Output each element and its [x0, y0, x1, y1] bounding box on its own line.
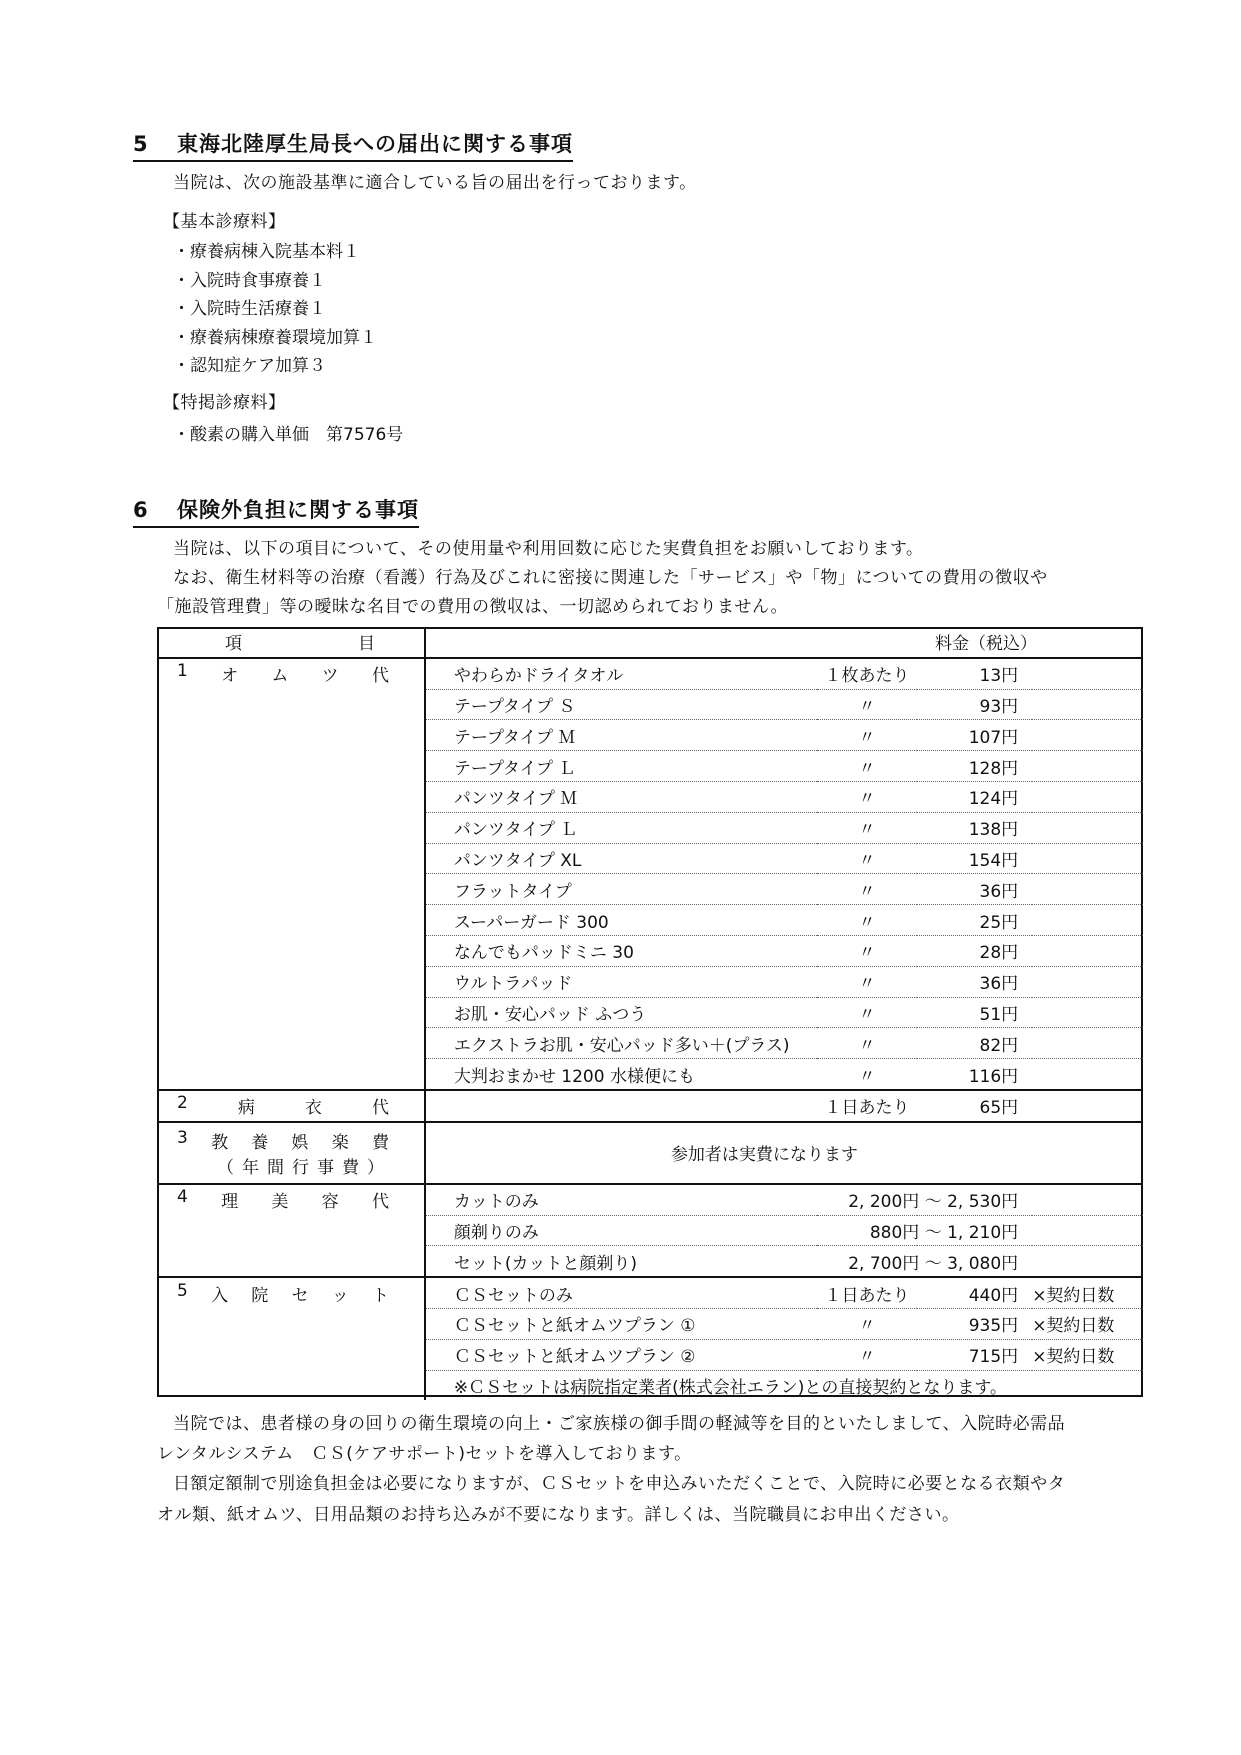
section5-title: 東海北陸厚生局長への届出に関する事項 [177, 132, 573, 156]
item-name: パンツタイプ Ｍ [425, 781, 817, 812]
item-name: フラットタイプ [425, 874, 817, 905]
item-unit: １枚あたり [817, 658, 918, 689]
gown-price: 65円 [917, 1090, 1032, 1122]
table-row [157, 1308, 1143, 1339]
item-mult: ×契約日数 [1032, 1277, 1143, 1308]
category-cell [157, 843, 425, 874]
item-unit: 〃 [817, 720, 918, 751]
item-name: やわらかドライタオル [425, 658, 817, 689]
group2-title: 【特掲診療料】 [163, 393, 286, 413]
cs-note-row [157, 1370, 1143, 1400]
table-row [157, 781, 1143, 812]
item-mult [1032, 1246, 1143, 1277]
table-row [157, 1246, 1143, 1277]
category-cell [157, 1246, 425, 1277]
item-name: なんでもパッドミニ 30 [425, 935, 817, 966]
item-mult [1032, 812, 1143, 843]
item-mult [1032, 843, 1143, 874]
item-mult [1032, 997, 1143, 1028]
cs-note: ※ＣＳセットは病院指定業者(株式会社エラン)との直接契約となります。 [453, 1377, 1008, 1398]
table-row [157, 1059, 1143, 1090]
section5-number: 5 [133, 132, 149, 156]
item-name: 大判おまかせ 1200 水様便にも [425, 1059, 817, 1090]
group1-title: 【基本診療料】 [163, 212, 286, 232]
diaper-group [157, 658, 1143, 1090]
category-char: ム [271, 666, 289, 687]
table-row [157, 1184, 1143, 1215]
table-row [157, 1339, 1143, 1370]
table-header-row [157, 627, 1143, 658]
item-price: 82円 [917, 1028, 1032, 1059]
category-cell [157, 905, 425, 936]
category-cell [157, 658, 425, 689]
category-char: ッ [331, 1285, 349, 1306]
gown-row [157, 1090, 1143, 1122]
category-char: 5 [177, 1280, 188, 1301]
gown-unit: １日あたり [817, 1090, 918, 1122]
category-cell [157, 689, 425, 720]
item-unit: １日あたり [817, 1277, 918, 1308]
item-price: 880円 ～ 1, 210円 [817, 1215, 1033, 1246]
item-name: エクストラお肌・安心パッド多い＋(プラス) [425, 1028, 817, 1059]
category-cell [157, 966, 425, 997]
header-fee: 料金（税込） [425, 627, 1143, 658]
category-cell [157, 1184, 425, 1215]
closing-line: オル類、紙オムツ、日用品類のお持ち込みが不要になります。詳しくは、当院職員にお申出ください。 [157, 1505, 960, 1525]
header-item-right: 目 [358, 634, 375, 655]
item-name: 顔剃りのみ [425, 1215, 817, 1246]
category-cell [157, 1028, 425, 1059]
diaper-category [177, 661, 389, 686]
category-cell [157, 935, 425, 966]
category-char: 代 [371, 1192, 389, 1213]
item-price: 107円 [917, 720, 1032, 751]
category-char: 2 [177, 1093, 188, 1114]
category-char: 代 [371, 666, 389, 687]
table-row [157, 1028, 1143, 1059]
table-row [157, 1277, 1143, 1308]
item-price: 13円 [917, 658, 1032, 689]
item-unit: 〃 [817, 1308, 918, 1339]
item-unit: 〃 [817, 1339, 918, 1370]
item-mult [1032, 781, 1143, 812]
item-unit: 〃 [817, 1059, 918, 1090]
item-name: お肌・安心パッド ふつう [425, 997, 817, 1028]
category-cell [157, 1277, 425, 1308]
item-mult [1032, 658, 1143, 689]
item-unit: 〃 [817, 1028, 918, 1059]
category-char: 教 [211, 1132, 229, 1153]
header-item-left: 項 [225, 634, 242, 655]
item-name: パンツタイプ Ｌ [425, 812, 817, 843]
item-mult: ×契約日数 [1032, 1339, 1143, 1370]
table-row [157, 905, 1143, 936]
item-price: 116円 [917, 1059, 1032, 1090]
item-price: 715円 [917, 1339, 1032, 1370]
category-char: 美 [271, 1192, 289, 1213]
item-mult [1032, 720, 1143, 751]
table-row [157, 658, 1143, 689]
item-unit: 〃 [817, 689, 918, 720]
group1-item: ・入院時生活療養１ [173, 299, 326, 319]
section6-number: 6 [133, 498, 149, 522]
section5-intro: 当院は、次の施設基準に適合している旨の届出を行っております。 [173, 173, 697, 193]
category-cell [157, 720, 425, 751]
section6-para: なお、衛生材料等の治療（看護）行為及びこれに密接に関連した「サービス」や「物」についての費用の徴収や [173, 568, 1048, 588]
item-mult [1032, 1184, 1143, 1215]
group1-item: ・療養病棟入院基本料１ [173, 242, 360, 262]
item-name: テープタイプ Ｌ [425, 751, 817, 782]
item-mult [1032, 689, 1143, 720]
gown-category [177, 1093, 389, 1118]
category-char: 4 [177, 1187, 188, 1208]
table-row [157, 720, 1143, 751]
group1-item: ・療養病棟療養環境加算１ [173, 328, 377, 348]
category-char: ツ [321, 666, 339, 687]
section6-para: 当院は、以下の項目について、その使用量や利用回数に応じた実費負担をお願いしております。 [173, 539, 924, 559]
category-cell [157, 781, 425, 812]
category-char: 容 [321, 1192, 339, 1213]
item-name: パンツタイプ XL [425, 843, 817, 874]
category-cell [157, 1215, 425, 1246]
item-name: テープタイプ Ｓ [425, 689, 817, 720]
category-char: 院 [251, 1285, 269, 1306]
section6-heading [133, 494, 419, 528]
item-price: 124円 [917, 781, 1032, 812]
category-char: 娯 [291, 1132, 309, 1153]
item-mult [1032, 905, 1143, 936]
recreation-category [177, 1128, 389, 1153]
item-price: 36円 [917, 874, 1032, 905]
category-char: 費 [372, 1132, 389, 1153]
item-price: 138円 [917, 812, 1032, 843]
item-name: テープタイプ Ｍ [425, 720, 817, 751]
item-price: 2, 200円 ～ 2, 530円 [817, 1184, 1033, 1215]
item-unit: 〃 [817, 905, 918, 936]
category-char: 3 [177, 1127, 188, 1148]
closing-line: 当院では、患者様の身の回りの衛生環境の向上・ご家族様の御手間の軽減等を目的といたしまして、入院時必需品 [173, 1414, 1066, 1434]
item-name: ＣＳセットと紙オムツプラン ① [425, 1308, 817, 1339]
group1-item: ・認知症ケア加算３ [173, 356, 326, 376]
item-mult [1032, 1059, 1143, 1090]
item-mult [1032, 1215, 1143, 1246]
table-row [157, 689, 1143, 720]
item-mult [1032, 1028, 1143, 1059]
section6-title: 保険外負担に関する事項 [177, 498, 419, 522]
item-unit: 〃 [817, 781, 918, 812]
item-mult [1032, 751, 1143, 782]
table-row [157, 751, 1143, 782]
item-unit: 〃 [817, 935, 918, 966]
table-row [157, 966, 1143, 997]
group2-item: ・酸素の購入単価 第7576号 [173, 425, 404, 445]
cs-set-group [157, 1277, 1143, 1370]
item-mult [1032, 935, 1143, 966]
item-unit: 〃 [817, 751, 918, 782]
table-row [157, 1215, 1143, 1246]
item-price: 935円 [917, 1308, 1032, 1339]
section6-para: 「施設管理費」等の曖昧な名目での費用の徴収は、一切認められておりません。 [157, 597, 789, 617]
category-cell [157, 997, 425, 1028]
group1-item: ・入院時食事療養１ [173, 271, 326, 291]
closing-line: 日額定額制で別途負担金は必要になりますが、ＣＳセットを申込みいただくことで、入院時に必要となる衣類やタ [173, 1474, 1066, 1494]
category-char: オ [221, 666, 239, 687]
table-row [157, 935, 1143, 966]
category-char: 理 [221, 1192, 239, 1213]
barber-category [177, 1187, 389, 1212]
recreation-note: 参加者は実費になります [425, 1122, 1143, 1184]
item-name: セット(カットと顔剃り) [425, 1246, 817, 1277]
category-char: 衣 [304, 1098, 322, 1119]
barber-group [157, 1184, 1143, 1277]
item-price: 93円 [917, 689, 1032, 720]
item-name: スーパーガード 300 [425, 905, 817, 936]
category-char: ト [372, 1285, 389, 1306]
category-char: 養 [251, 1132, 269, 1153]
category-cell [157, 751, 425, 782]
table-row [157, 812, 1143, 843]
category-char: セ [291, 1285, 309, 1306]
item-unit: 〃 [817, 812, 918, 843]
cs-set-category [177, 1281, 389, 1306]
item-price: 440円 [917, 1277, 1032, 1308]
item-price: 25円 [917, 905, 1032, 936]
category-char: 入 [211, 1285, 229, 1306]
item-mult [1032, 966, 1143, 997]
table-row [157, 843, 1143, 874]
category-cell [157, 874, 425, 905]
item-unit: 〃 [817, 997, 918, 1028]
category-cell [157, 1308, 425, 1339]
recreation-category-sub: （年間行事費） [217, 1157, 392, 1178]
item-unit: 〃 [817, 843, 918, 874]
item-price: 51円 [917, 997, 1032, 1028]
item-price: 2, 700円 ～ 3, 080円 [817, 1246, 1033, 1277]
category-char: 1 [177, 661, 188, 682]
category-char: 病 [237, 1098, 255, 1119]
category-cell [157, 1059, 425, 1090]
category-char: 楽 [331, 1132, 349, 1153]
table-row [157, 874, 1143, 905]
category-char: 代 [371, 1098, 389, 1119]
fee-table [157, 627, 1143, 1400]
closing-line: レンタルシステム ＣＳ(ケアサポート)セットを導入しております。 [157, 1444, 692, 1464]
item-mult [1032, 874, 1143, 905]
item-mult: ×契約日数 [1032, 1308, 1143, 1339]
item-name: ウルトラパッド [425, 966, 817, 997]
category-cell [157, 812, 425, 843]
item-name: カットのみ [425, 1184, 817, 1215]
item-name: ＣＳセットと紙オムツプラン ② [425, 1339, 817, 1370]
item-name: ＣＳセットのみ [425, 1277, 817, 1308]
item-price: 128円 [917, 751, 1032, 782]
item-price: 36円 [917, 966, 1032, 997]
section5-heading [133, 128, 573, 162]
table-row [157, 997, 1143, 1028]
item-unit: 〃 [817, 966, 918, 997]
item-price: 154円 [917, 843, 1032, 874]
item-unit: 〃 [817, 874, 918, 905]
recreation-row [157, 1122, 1143, 1184]
item-price: 28円 [917, 935, 1032, 966]
category-cell [157, 1339, 425, 1370]
